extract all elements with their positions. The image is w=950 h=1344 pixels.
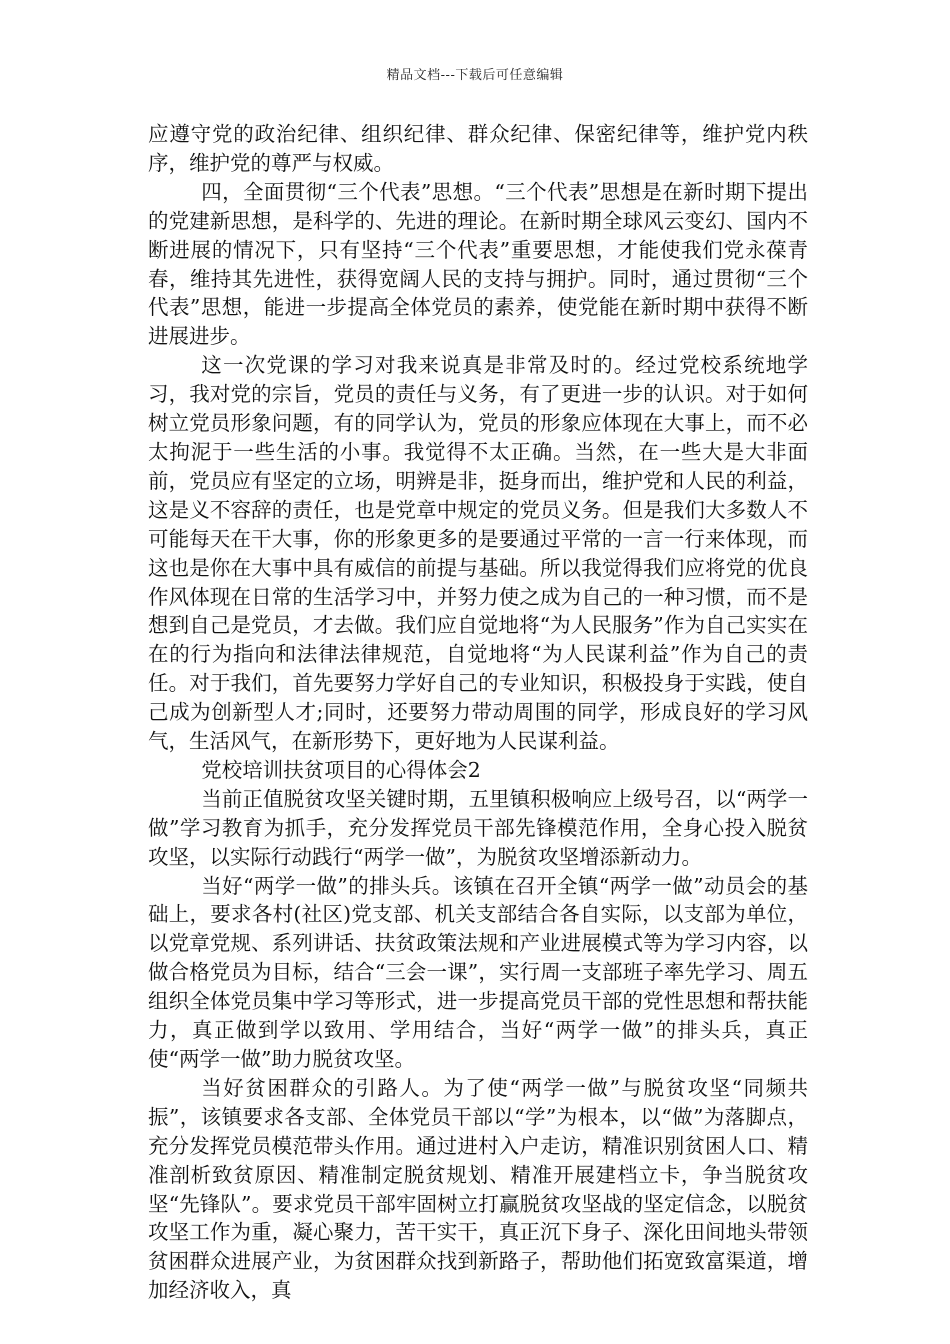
paragraph: 应遵守党的政治纪律、组织纪律、群众纪律、保密纪律等，维护党内秩序，维护党的尊严与权威。: [148, 122, 808, 175]
page-header: 精品文档---下载后可任意编辑: [386, 68, 564, 83]
paragraph: 当好“两学一做”的排头兵。该镇在召开全镇“两学一做”动员会的基础上，要求各村(社区)党支部、机关支部结合各自实际，以支部为单位，以党章党规、系列讲话、扶贫政策法规和产业进展模式等为学习内容，以做合格党员为目标，结合“三会一课”，实行周一支部班子率先学习、周五组织全体党员集中学习等形式，进一步提高党员干部的党性思想和帮扶能力，真正做到学以致用、学用结合，当好“两学一做”的排头兵，真正使“两学一做”助力脱贫攻坚。: [148, 873, 808, 1071]
document-body: [148, 120, 808, 1305]
paragraph: 当前正值脱贫攻坚关键时期，五里镇积极响应上级号召，以“两学一做”学习教育为抓手，充分发挥党员干部先锋模范作用，全身心投入脱贫攻坚，以实际行动践行“两学一做”，为脱贫攻坚增添新动力。: [148, 786, 808, 869]
paragraph: 当好贫困群众的引路人。为了使“两学一做”与脱贫攻坚“同频共振”，该镇要求各支部、全体党员干部以“学”为根本，以“做”为落脚点，充分发挥党员模范带头作用。通过进村入户走访，精准识别贫困人口、精准剖析致贫原因、精准制定脱贫规划、精准开展建档立卡，争当脱贫攻坚“先锋队”。要求党员干部牢固树立打赢脱贫攻坚战的坚定信念，以脱贫攻坚工作为重，凝心聚力，苦干实干，真正沉下身子、深化田间地头带领贫困群众进展产业，为贫困群众找到新路子，帮助他们拓宽致富渠道，增加经济收入，真: [148, 1075, 808, 1303]
section-heading: 党校培训扶贫项目的心得体会2: [201, 757, 481, 782]
paragraph: 四，全面贯彻“三个代表”思想。“三个代表”思想是在新时期下提出的党建新思想，是科学的、先进的理论。在新时期全球风云变幻、国内不断进展的情况下，只有坚持“三个代表”重要思想，才能使我们党永葆青春，维持其先进性，获得宽阔人民的支持与拥护。同时，通过贯彻“三个代表”思想，能进一步提高全体党员的素养，使党能在新时期中获得不断进展进步。: [148, 179, 808, 349]
paragraph: 这一次党课的学习对我来说真是非常及时的。经过党校系统地学习，我对党的宗旨，党员的责任与义务，有了更进一步的认识。对于如何树立党员形象问题，有的同学认为，党员的形象应体现在大事上，而不必太拘泥于一些生活的小事。我觉得不太正确。当然，在一些大是大非面前，党员应有坚定的立场，明辨是非，挺身而出，维护党和人民的利益，这是义不容辞的责任，也是党章中规定的党员义务。但是我们大多数人不可能每天在干大事，你的形象更多的是要通过平常的一言一行来体现，而这也是你在大事中具有威信的前提与基础。所以我觉得我们应将党的优良作风体现在日常的生活学习中，并努力使之成为自己的一种习惯，而不是想到自己是党员，才去做。我们应自觉地将“为人民服务”作为自己实实在在的行为指向和法律法律规范，自觉地将“为人民谋利益”作为自己的责任。对于我们，首先要努力学好自己的专业知识，积极投身于实践，使自己成为创新型人才;同时，还要努力带动周围的同学，形成良好的学习风气，生活风气，在新形势下，更好地为人民谋利益。: [148, 353, 808, 754]
